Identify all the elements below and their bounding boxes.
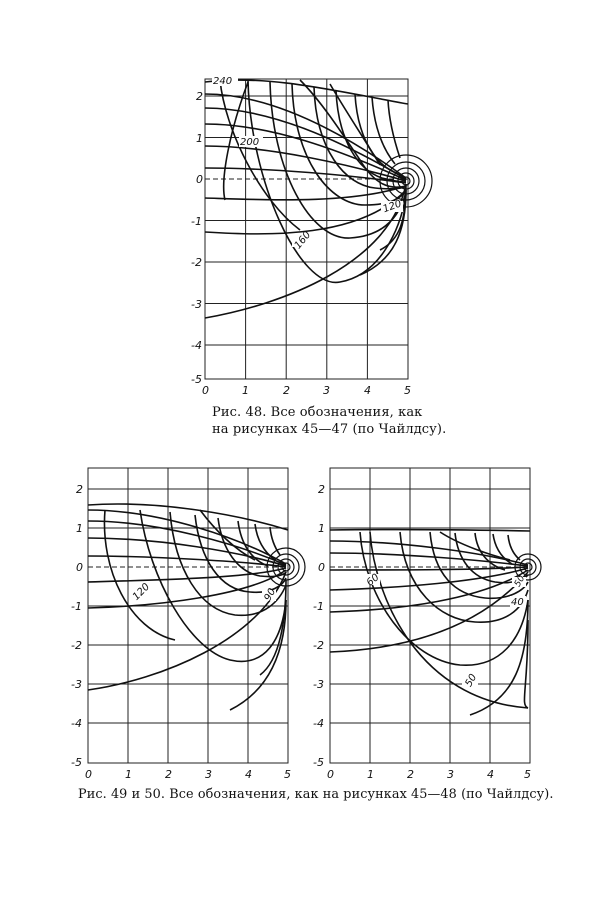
fig48-contours: [205, 80, 408, 318]
fig49-y-tick: -3: [71, 678, 82, 691]
fig49-x-tick: 0: [85, 768, 92, 781]
fig50-x-tick: 0: [327, 768, 334, 781]
fig48-x-tick: 1: [242, 384, 249, 397]
fig48-y-tick: -2: [191, 256, 202, 269]
fig48-y-tick: -4: [191, 339, 202, 352]
fig49-x-ticks: [85, 768, 291, 781]
contour-label: 160: [292, 229, 314, 252]
fig50-contours: [330, 530, 530, 715]
fig49-y-ticks: [71, 483, 83, 769]
fig48-x-tick: 3: [323, 384, 330, 397]
fig49-contours: [88, 504, 288, 710]
fig48-x-ticks: [202, 384, 411, 397]
fig50-y-tick: -2: [313, 639, 324, 652]
fig49-y-tick: -4: [71, 717, 82, 730]
fig48-y-tick: 0: [196, 173, 203, 186]
fig49-x-tick: 5: [284, 768, 291, 781]
fig48-x-tick: 4: [364, 384, 371, 397]
fig49-x-tick: 4: [245, 768, 252, 781]
fig49-y-tick: -2: [71, 639, 82, 652]
fig50-x-tick: 1: [367, 768, 374, 781]
contour-label: 50: [512, 573, 528, 589]
fig48-y-tick: -3: [191, 298, 202, 311]
fig50-grid: [330, 468, 530, 763]
contour-label: 200: [240, 137, 260, 148]
fig48-y-tick: 2: [196, 90, 203, 103]
fig50-y-tick: 2: [318, 483, 325, 496]
contour-label: 240: [213, 76, 233, 87]
figure-48: [191, 75, 432, 397]
contour-label: 120: [381, 198, 404, 216]
fig49-y-tick: 0: [76, 561, 83, 574]
fig48-x-tick: 5: [404, 384, 411, 397]
contour-label: 40: [511, 597, 524, 608]
fig49-y-tick: 2: [76, 483, 83, 496]
fig50-y-tick: -1: [313, 600, 324, 613]
contour-label: 120: [130, 581, 153, 603]
fig50-y-tick: 1: [318, 522, 325, 535]
figure-48-caption: [212, 404, 462, 438]
fig50-x-tick: 5: [524, 768, 531, 781]
contour-label: 60: [364, 572, 382, 589]
figure-49: [71, 468, 305, 781]
fig50-x-tick: 3: [447, 768, 454, 781]
fig50-y-tick: 0: [318, 561, 325, 574]
fig49-x-tick: 3: [205, 768, 212, 781]
caption-line: Рис. 48. Все обозначения, как: [212, 405, 423, 420]
fig49-y-tick: -1: [71, 600, 82, 613]
figure-49-50-caption: Рис. 49 и 50. Все обозначения, как на рисунках 45—48 (по Чайлдсу).: [78, 787, 554, 802]
contour-label: 90: [262, 586, 279, 604]
fig48-y-tick: -1: [191, 215, 202, 228]
fig50-y-tick: -3: [313, 678, 324, 691]
contour-label: 50: [463, 672, 480, 689]
fig50-y-tick: -4: [313, 717, 324, 730]
fig49-y-tick: -5: [71, 756, 82, 769]
fig50-y-tick: -5: [313, 756, 324, 769]
fig48-y-ticks: [191, 90, 203, 386]
fig48-y-tick: 1: [196, 132, 203, 145]
fig48-x-tick: 0: [202, 384, 209, 397]
fig48-x-tick: 2: [283, 384, 290, 397]
fig50-y-ticks: [313, 483, 325, 769]
fig50-x-tick: 4: [487, 768, 494, 781]
fig49-x-tick: 2: [165, 768, 172, 781]
fig50-x-tick: 2: [407, 768, 414, 781]
fig48-grid: [205, 79, 408, 379]
figure-50: [313, 468, 541, 781]
fig48-y-tick: -5: [191, 373, 202, 386]
fig49-x-tick: 1: [125, 768, 132, 781]
caption-line: на рисунках 45—47 (по Чайлдсу).: [212, 422, 447, 437]
fig49-y-tick: 1: [76, 522, 83, 535]
fig50-x-ticks: [327, 768, 531, 781]
